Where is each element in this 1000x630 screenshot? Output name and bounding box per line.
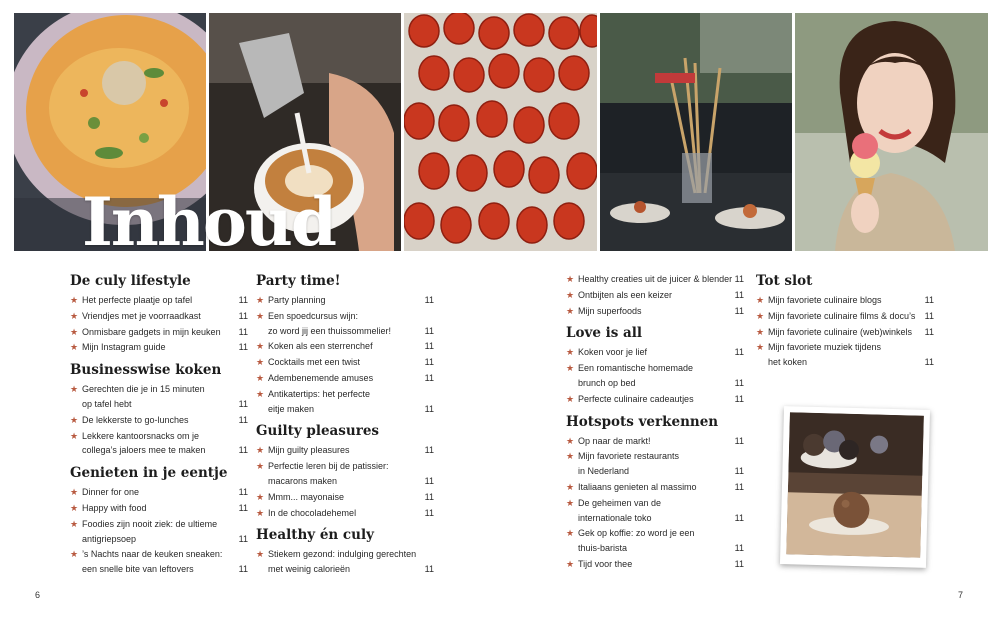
star-icon: ★ — [70, 342, 79, 353]
toc-page-number: 11 — [238, 445, 248, 456]
toc-entry-label: Perfecte culinaire cadeautjes — [578, 393, 694, 404]
toc-entry-text — [578, 434, 744, 449]
star-icon: ★ — [566, 497, 575, 508]
star-icon: ★ — [70, 295, 79, 305]
star-icon: ★ — [756, 310, 765, 321]
toc-page-number: 11 — [238, 487, 248, 498]
section-title: Hotspots verkennen — [566, 413, 719, 430]
toc-entry[interactable] — [70, 325, 248, 340]
star-icon: ★ — [566, 363, 575, 374]
star-icon: ★ — [70, 487, 79, 498]
toc-entry-text — [268, 490, 434, 505]
chocolate-truffles-photo — [780, 406, 930, 568]
toc-entry-label: Een spoedcursus wijn: — [268, 310, 359, 321]
toc-entry[interactable] — [566, 288, 744, 303]
toc-entry-text — [82, 517, 248, 532]
toc-entry-label: Cocktails met een twist — [268, 357, 361, 368]
toc-entry-text — [268, 474, 434, 489]
star-icon: ★ — [566, 305, 575, 316]
toc-column-2 — [256, 272, 434, 583]
toc-entry-text — [82, 325, 248, 340]
toc-section — [256, 272, 434, 416]
toc-page-number: 11 — [424, 325, 434, 336]
toc-entry-text — [82, 293, 248, 308]
toc-entry-label: Koken als een sterrenchef — [268, 341, 373, 352]
toc-entry[interactable] — [566, 272, 744, 287]
toc-entry-text — [82, 340, 248, 355]
toc-entry-text — [578, 480, 744, 495]
toc-entry-text — [268, 562, 434, 577]
toc-column-1 — [70, 272, 248, 583]
toc-entry-text — [82, 547, 248, 562]
toc-page-number: 11 — [424, 341, 434, 352]
toc-entry-text — [82, 532, 248, 547]
photo-strip — [14, 13, 988, 261]
toc-entry-label: Healthy creaties uit de juicer & blender — [578, 274, 733, 284]
toc-entry[interactable] — [566, 304, 744, 319]
toc-entry-text — [578, 526, 744, 541]
toc-entry-label: Gerechten die je in 15 minuten — [82, 384, 205, 395]
section-title: De culy lifestyle — [70, 273, 191, 289]
toc-entry-label: Mmm... mayonaise — [268, 491, 345, 502]
toc-entry-label: Vriendjes met je voorraadkast — [82, 310, 201, 321]
toc-entry-text — [768, 355, 934, 370]
star-icon: ★ — [566, 435, 575, 446]
section-title: Healthy én culy — [256, 527, 374, 544]
toc-entry-label: Koken voor je lief — [578, 347, 648, 358]
toc-entry-text — [578, 272, 744, 287]
toc-page-number: 11 — [924, 295, 934, 305]
star-icon: ★ — [566, 393, 575, 404]
star-icon: ★ — [566, 289, 575, 300]
star-icon: ★ — [566, 451, 575, 462]
toc-entry-label: Mijn superfoods — [578, 305, 642, 316]
star-icon: ★ — [566, 347, 575, 358]
toc-page-number: 11 — [424, 491, 434, 502]
toc-entry-label: brunch op bed — [578, 377, 636, 388]
toc-entry-label: Lekkere kantoorsnacks om je — [82, 430, 200, 441]
toc-entry-text — [82, 429, 248, 444]
toc-page-number: 11 — [424, 295, 434, 305]
toc-entry-text — [768, 325, 934, 340]
page-number-right: 7 — [958, 590, 964, 600]
toc-entry-text — [268, 387, 434, 402]
toc-page-number: 11 — [734, 274, 744, 284]
toc-page-number: 11 — [238, 564, 248, 575]
toc-page-number: 11 — [734, 377, 744, 388]
toc-page-number: 11 — [734, 289, 744, 300]
toc-entry-text — [578, 496, 744, 511]
toc-entry-label: op tafel hebt — [82, 398, 132, 409]
toc-section — [256, 422, 434, 520]
toc-entry-text — [768, 309, 934, 324]
toc-page-number: 11 — [734, 466, 744, 477]
toc-entry-text — [578, 511, 744, 526]
toc-entry-label: In de chocoladehemel — [268, 507, 357, 518]
toc-page-number: 11 — [424, 403, 434, 414]
toc-entry-label: Onmisbare gadgets in mijn keuken — [82, 326, 221, 337]
toc-entry-text — [268, 443, 434, 458]
page-number-left: 6 — [35, 590, 41, 600]
toc-entry-text — [578, 392, 744, 407]
toc-section — [70, 464, 248, 577]
toc-entry[interactable] — [70, 501, 248, 516]
toc-entry[interactable] — [566, 434, 744, 449]
toc-entry-label: Italiaans genieten al massimo — [578, 481, 697, 492]
toc-entry-label: Mijn guilty pleasures — [268, 445, 350, 456]
section-title: Businesswise koken — [70, 362, 222, 379]
toc-entry-label: De lekkerste to go-lunches — [82, 414, 189, 425]
star-icon: ★ — [70, 384, 79, 395]
star-icon: ★ — [70, 326, 79, 337]
toc-page-number: 11 — [424, 372, 434, 383]
star-icon: ★ — [756, 295, 765, 305]
toc-entry-text — [578, 361, 744, 376]
page-title: Inhoud — [82, 183, 335, 261]
star-icon: ★ — [70, 549, 79, 560]
star-icon: ★ — [70, 502, 79, 513]
toc-entry[interactable] — [566, 361, 744, 391]
toc-entry-label: Op naar de markt! — [578, 435, 651, 446]
toc-entry-label: ’s Nachts naar de keuken sneaken: — [82, 549, 223, 560]
toc-entry-text — [578, 557, 744, 572]
toc-page-number: 11 — [924, 326, 934, 337]
toc-entry[interactable] — [756, 325, 934, 340]
toc-entry-text — [268, 339, 434, 354]
section-title: Guilty pleasures — [256, 423, 380, 440]
toc-entry[interactable] — [756, 309, 934, 324]
toc-entry-text — [82, 485, 248, 500]
star-icon: ★ — [566, 274, 575, 284]
star-icon: ★ — [256, 461, 265, 472]
toc-entry[interactable] — [256, 387, 434, 417]
star-icon: ★ — [256, 549, 265, 560]
star-icon: ★ — [256, 445, 265, 456]
toc-page-number: 11 — [424, 564, 434, 575]
toc-entry[interactable] — [70, 309, 248, 324]
toc-page-number: 11 — [238, 398, 248, 409]
toc-entry-text — [268, 293, 434, 308]
toc-column-4 — [756, 272, 934, 376]
toc-entry-text — [268, 459, 434, 474]
toc-entry-text — [82, 397, 248, 412]
toc-entry-text — [268, 506, 434, 521]
toc-entry-label: Mijn favoriete restaurants — [578, 451, 680, 462]
toc-entry-text — [578, 449, 744, 464]
toc-entry[interactable] — [566, 526, 744, 556]
toc-entry-text — [268, 324, 434, 339]
toc-entry[interactable] — [256, 339, 434, 354]
toc-page-number: 11 — [238, 502, 248, 513]
toc-entry-label: in Nederland — [578, 466, 630, 477]
dried-tomatoes-photo — [404, 13, 597, 251]
toc-entry-label: internationale toko — [578, 512, 652, 523]
star-icon: ★ — [756, 342, 765, 353]
toc-page-number: 11 — [924, 310, 934, 321]
toc-entry-text — [82, 382, 248, 397]
toc-entry-text — [82, 443, 248, 458]
star-icon: ★ — [566, 481, 575, 492]
toc-page-number: 11 — [734, 512, 744, 523]
toc-page-number: 11 — [424, 475, 434, 486]
star-icon: ★ — [756, 326, 765, 337]
toc-entry-label: Tijd voor thee — [578, 558, 633, 569]
toc-entry-label: een snelle bite van leftovers — [82, 564, 194, 575]
star-icon: ★ — [566, 558, 575, 569]
toc-page-number: 11 — [238, 310, 248, 321]
star-icon: ★ — [70, 310, 79, 321]
toc-entry-label: collega’s jaloers mee te maken — [82, 445, 206, 456]
toc-entry-text — [82, 309, 248, 324]
star-icon: ★ — [70, 430, 79, 441]
toc-page-number: 11 — [238, 295, 248, 305]
star-icon: ★ — [70, 414, 79, 425]
toc-entry-text — [268, 309, 434, 324]
toc-entry-text — [268, 355, 434, 370]
toc-entry-text — [768, 340, 934, 355]
toc-entry[interactable] — [70, 517, 248, 547]
toc-entry[interactable] — [70, 547, 248, 577]
toc-entry-label: macarons maken — [268, 475, 338, 486]
toc-page-number: 11 — [424, 507, 434, 518]
toc-entry-label: Een romantische homemade — [578, 363, 694, 374]
toc-entry-label: De geheimen van de — [578, 497, 662, 508]
toc-entry[interactable] — [70, 382, 248, 412]
toc-entry[interactable] — [256, 355, 434, 370]
toc-entry[interactable] — [256, 371, 434, 386]
toc-entry[interactable] — [566, 557, 744, 572]
star-icon: ★ — [256, 491, 265, 502]
toc-entry-text — [578, 376, 744, 391]
toc-entry[interactable] — [256, 547, 434, 577]
toc-page-number: 11 — [734, 393, 744, 404]
toc-entry[interactable] — [756, 293, 934, 308]
toc-entry[interactable] — [70, 293, 248, 308]
toc-entry-label: Mijn favoriete culinaire blogs — [768, 295, 882, 305]
toc-entry-label: Mijn favoriete culinaire (web)winkels — [768, 326, 913, 337]
toc-entry[interactable] — [70, 340, 248, 355]
toc-entry[interactable] — [256, 490, 434, 505]
toc-entry-text — [268, 547, 434, 562]
toc-entry[interactable] — [256, 309, 434, 339]
toc-page-number: 11 — [238, 414, 248, 425]
toc-entry-text — [578, 288, 744, 303]
star-icon: ★ — [256, 310, 265, 321]
star-icon: ★ — [256, 507, 265, 518]
toc-entry-label: Antikatertips: het perfecte — [268, 388, 371, 399]
toc-entry-label: Party planning — [268, 295, 326, 305]
toc-page-number: 11 — [734, 435, 744, 446]
toc-section — [756, 272, 934, 370]
toc-entry-text — [578, 464, 744, 479]
toc-entry-label: antigriepsoep — [82, 533, 137, 544]
toc-entry[interactable] — [256, 443, 434, 458]
toc-section — [566, 324, 744, 406]
toc-entry-label: Foodies zijn nooit ziek: de ultieme — [82, 518, 218, 529]
toc-entry-text — [82, 413, 248, 428]
toc-entry-text — [82, 501, 248, 516]
toc-entry-text — [578, 304, 744, 319]
toc-entry-label: Ontbijten als een keizer — [578, 289, 673, 300]
toc-page-number: 11 — [734, 305, 744, 316]
toc-entry-label: het koken — [768, 357, 808, 368]
star-icon: ★ — [70, 518, 79, 529]
toc-page-number: 11 — [424, 445, 434, 456]
toc-page-number: 11 — [424, 357, 434, 368]
star-icon: ★ — [256, 341, 265, 352]
toc-entry-label: eitje maken — [268, 403, 315, 414]
toc-entry-label: Dinner for one — [82, 487, 140, 498]
section-title: Party time! — [256, 273, 341, 289]
toc-page-number: 11 — [734, 558, 744, 569]
toc-entry-label: Stiekem gezond: indulging gerechten — [268, 549, 417, 560]
toc-entry-label: Gek op koffie: zo word je een — [578, 528, 695, 539]
party-buffet-photo — [600, 13, 792, 251]
toc-entry[interactable] — [566, 449, 744, 479]
star-icon: ★ — [256, 357, 265, 368]
star-icon: ★ — [566, 528, 575, 539]
toc-entry-label: Het perfecte plaatje op tafel — [82, 295, 193, 305]
toc-entry-label: zo word jij een thuissommelier! — [268, 325, 392, 336]
toc-section — [566, 413, 744, 572]
toc-page-number: 11 — [924, 357, 934, 368]
toc-entry[interactable] — [256, 459, 434, 489]
toc-entry[interactable] — [70, 485, 248, 500]
star-icon: ★ — [256, 372, 265, 383]
woman-ice-cream-photo — [795, 13, 988, 251]
toc-page-number: 11 — [734, 347, 744, 358]
toc-entry-text — [768, 293, 934, 308]
toc-entry-text — [268, 371, 434, 386]
toc-section — [566, 272, 744, 318]
toc-entry-label: Happy with food — [82, 502, 147, 513]
toc-page-number: 11 — [734, 543, 744, 554]
toc-entry-text — [578, 345, 744, 360]
toc-entry[interactable] — [566, 392, 744, 407]
toc-page-number: 11 — [238, 533, 248, 544]
toc-entry[interactable] — [566, 496, 744, 526]
toc-entry-label: Perfectie leren bij de patissier: — [268, 461, 389, 472]
toc-page-number: 11 — [238, 342, 248, 353]
toc-entry-label: Mijn favoriete culinaire films & docu’s — [768, 310, 916, 321]
toc-entry-text — [578, 541, 744, 556]
toc-entry[interactable] — [70, 413, 248, 428]
toc-entry[interactable] — [256, 293, 434, 308]
toc-section — [70, 361, 248, 458]
toc-entry-text — [82, 562, 248, 577]
section-title: Genieten in je eentje — [70, 465, 228, 482]
toc-entry[interactable] — [256, 506, 434, 521]
toc-column-3 — [566, 272, 744, 578]
toc-entry-text — [268, 402, 434, 417]
star-icon: ★ — [256, 295, 265, 305]
section-title: Love is all — [566, 325, 643, 342]
toc-entry-label: met weinig calorieën — [268, 564, 351, 575]
toc-entry[interactable] — [566, 345, 744, 360]
toc-entry[interactable] — [70, 429, 248, 459]
toc-entry-label: thuis-barista — [578, 543, 628, 554]
toc-page-number: 11 — [734, 481, 744, 492]
toc-page-number: 11 — [238, 326, 248, 337]
toc-entry[interactable] — [566, 480, 744, 495]
toc-entry[interactable] — [756, 340, 934, 370]
toc-entry-label: Mijn Instagram guide — [82, 342, 166, 353]
section-title: Tot slot — [756, 273, 813, 289]
toc-entry-label: Mijn favoriete muziek tijdens — [768, 342, 882, 353]
toc-section — [70, 272, 248, 355]
toc-entry-label: Adembenemende amuses — [268, 372, 374, 383]
star-icon: ★ — [256, 388, 265, 399]
toc-section — [256, 526, 434, 577]
